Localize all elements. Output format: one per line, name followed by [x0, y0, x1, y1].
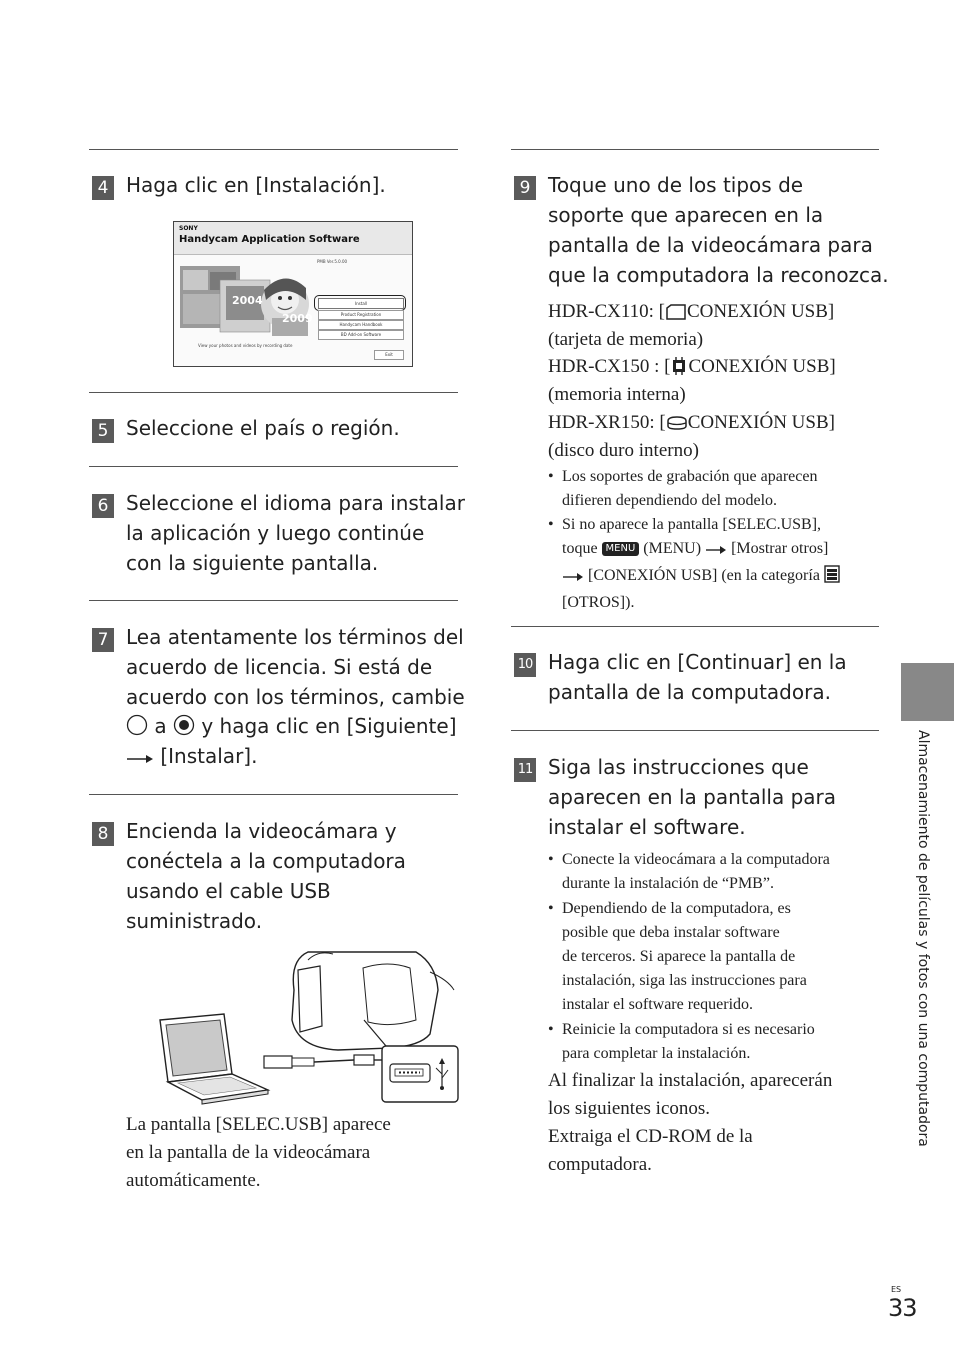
step-6-line-2: la aplicación y luego continúe [126, 521, 425, 545]
arrow-right-icon [705, 540, 727, 564]
step-9-line-3: pantalla de la videocámara para [548, 233, 873, 257]
step-6-line-1: Seleccione el idioma para instalar [126, 491, 465, 515]
bullet-selec-usb: • Si no aparece la pantalla [SELEC.USB], toque MENU (MENU) [Mostrar otros] [CONEXIÓN USB] (en la categoría [OTROS]). [562, 513, 840, 615]
step-7-line-4-text: y haga clic en [Siguiente] [201, 714, 457, 738]
step-4-text: Haga clic en [Instalación]. [126, 173, 386, 197]
internal-memory-icon [670, 356, 688, 384]
step-8-line-1: Encienda la videocámara y [126, 819, 397, 843]
step-7-line-2: acuerdo de licencia. Si está de [126, 655, 433, 679]
installer-screenshot [173, 221, 413, 367]
arrow-right-icon [126, 744, 154, 774]
section-divider [89, 600, 458, 601]
installer-handbook-button[interactable]: Handycam Handbook [318, 320, 404, 330]
install-highlight-outline [314, 295, 406, 311]
step-8-line-4: suministrado. [126, 909, 263, 933]
step-8-line-3: usando el cable USB [126, 879, 331, 903]
usb-connection-illustration [158, 950, 460, 1106]
model-cx150-media: (memoria interna) [548, 384, 686, 405]
step-7-install: [Instalar]. [160, 744, 258, 768]
step-9-number: 9 [514, 176, 536, 200]
installer-version: PMB Ver.5.0.00 [317, 259, 348, 264]
installer-year-2009: 2009 [282, 312, 313, 325]
step-8-note-line-3: automáticamente. [126, 1170, 261, 1191]
language-code: ES [891, 1285, 902, 1294]
chapter-tab [901, 663, 954, 721]
step-9-line-2: soporte que aparecen en la [548, 203, 824, 227]
step-7-line-4 [126, 711, 457, 744]
model-xr150-media: (disco duro interno) [548, 440, 699, 461]
step-5-text: Seleccione el país o región. [126, 416, 400, 440]
step-11-line-3: instalar el software. [548, 815, 746, 839]
model-cx110-media: (tarjeta de memoria) [548, 329, 704, 350]
installer-install-button[interactable]: Install [318, 298, 404, 309]
section-divider [511, 730, 879, 731]
step-11-line-1: Siga las instrucciones que [548, 755, 809, 779]
step-11-number: 11 [514, 758, 536, 782]
closing-line-3: Extraiga el CD-ROM de la [548, 1126, 753, 1147]
step-7-a: a [154, 714, 167, 738]
step-10-line-2: pantalla de la computadora. [548, 680, 831, 704]
closing-line-1: Al finalizar la instalación, aparecerán [548, 1070, 833, 1091]
section-divider [89, 466, 458, 467]
menu-button-icon: MENU [602, 542, 640, 556]
step-9-line-4: que la computadora la reconozca. [548, 263, 889, 287]
step-11-line-2: aparecen en la pantalla para [548, 785, 837, 809]
step-7-line-5 [126, 741, 257, 774]
bullet-third-party-software: • Dependiendo de la computadora, es posible que deba instalar software de terceros. Si aparece la pantalla de instalación, siga las instrucciones para instalar el software requerido. [548, 900, 807, 1013]
installer-caption: View your photos and videos by recording date [198, 343, 293, 348]
installer-brand: SONY [179, 225, 198, 232]
step-10-line-1: Haga clic en [Continuar] en la [548, 650, 847, 674]
step-8-number: 8 [92, 822, 114, 846]
step-4-number: 4 [92, 176, 114, 200]
section-divider [511, 149, 879, 150]
step-6-line-3: con la siguiente pantalla. [126, 551, 379, 575]
step-9-line-1: Toque uno de los tipos de [548, 173, 804, 197]
bullet-media-differ: • Los soportes de grabación que aparecen difieren dependiendo del modelo. [548, 468, 818, 509]
memory-card-icon [665, 301, 687, 329]
bullet-connect-during-install: • Conecte la videocámara a la computadora durante la instalación de “PMB”. [548, 851, 830, 892]
section-divider [89, 149, 458, 150]
model-xr150: HDR-XR150: [ CONEXIÓN USB] [548, 409, 835, 440]
chapter-title-vertical: Almacenamiento de películas y fotos con una computadora [915, 730, 931, 1147]
closing-line-4: computadora. [548, 1154, 652, 1175]
step-7-number: 7 [92, 628, 114, 652]
step-8-line-2: conéctela a la computadora [126, 849, 406, 873]
arrow-right-icon [562, 567, 584, 591]
step-8-note-line-2: en la pantalla de la videocámara [126, 1142, 371, 1163]
closing-line-2: los siguientes iconos. [548, 1098, 711, 1119]
section-divider [511, 626, 879, 627]
installer-registration-button[interactable]: Product Registration [318, 310, 404, 320]
model-cx110: HDR-CX110: [ CONEXIÓN USB] [548, 298, 834, 329]
installer-bd-addon-button[interactable]: BD Add-on Software [318, 330, 404, 340]
step-10-number: 10 [514, 653, 536, 677]
hard-disk-icon [666, 412, 688, 440]
step-8-note-line-1: La pantalla [SELEC.USB] aparece [126, 1114, 391, 1135]
radio-unselected-icon [126, 714, 148, 744]
step-5-number: 5 [92, 419, 114, 443]
radio-selected-icon [173, 714, 195, 744]
section-divider [89, 794, 458, 795]
installer-exit-button[interactable]: Exit [374, 350, 404, 360]
bullet-restart: • Reinicie la computadora si es necesario para completar la instalación. [548, 1021, 815, 1062]
section-divider [89, 392, 458, 393]
installer-year-2004: 2004 [232, 294, 263, 307]
model-cx150: HDR-CX150 : [ CONEXIÓN USB] [548, 353, 836, 384]
step-7-line-1: Lea atentamente los términos del [126, 625, 464, 649]
others-category-icon [824, 565, 840, 591]
installer-title: Handycam Application Software [179, 234, 360, 245]
step-7-line-3: acuerdo con los términos, cambie [126, 685, 465, 709]
page-number: 33 [888, 1294, 917, 1322]
step-6-number: 6 [92, 494, 114, 518]
